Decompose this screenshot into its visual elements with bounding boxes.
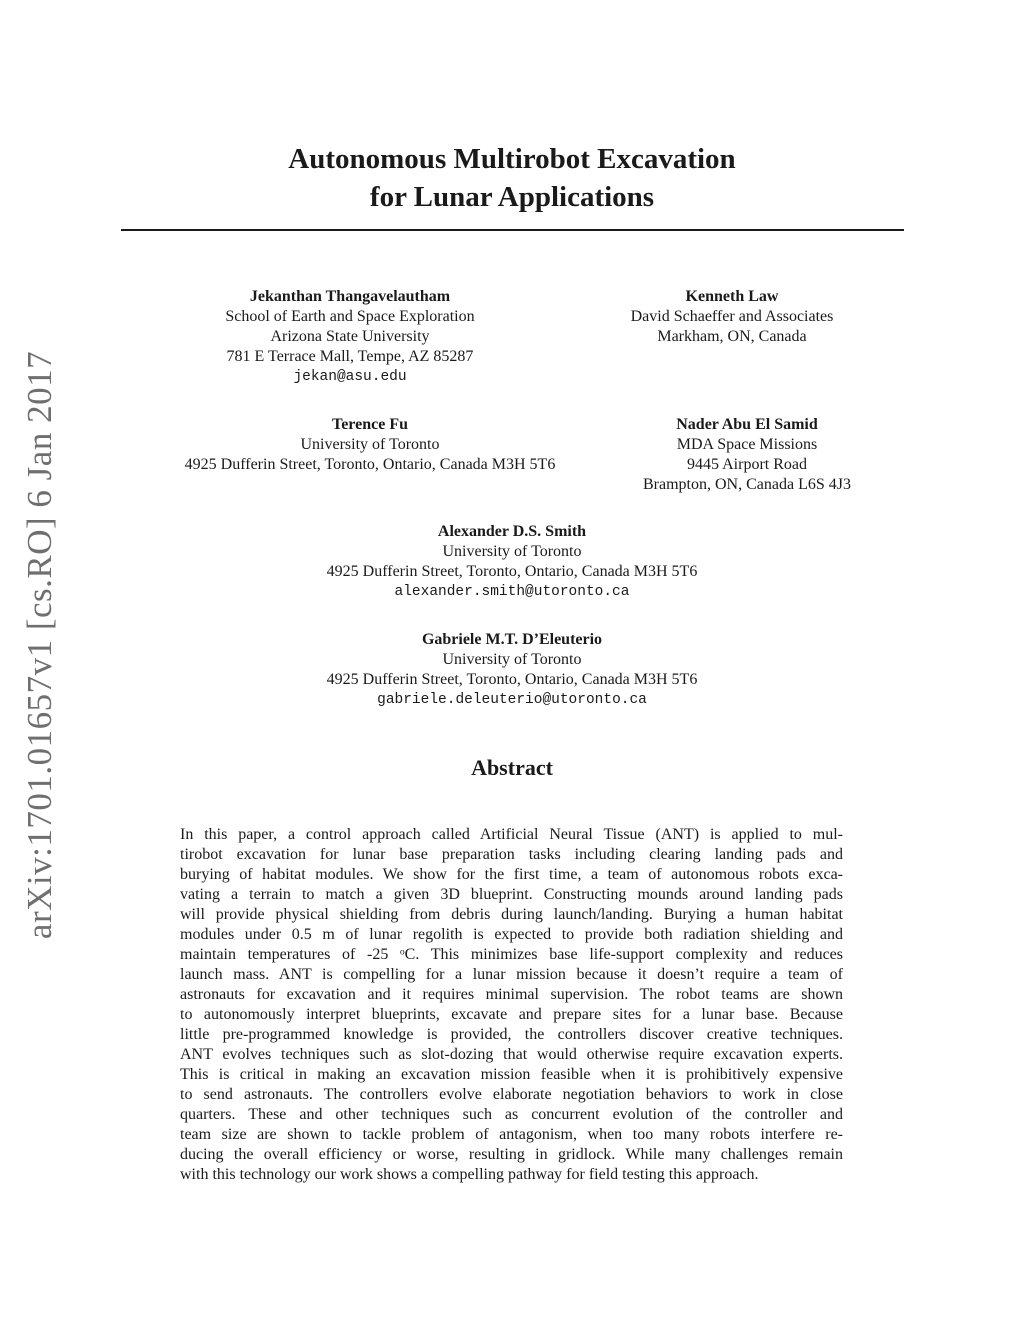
author-block-law — [573, 287, 891, 347]
title-line-2: for Lunar Applications — [369, 181, 655, 213]
author-affiliation: University of Toronto — [442, 651, 582, 668]
paper-title — [0, 140, 1024, 216]
title-line-1: Autonomous Multirobot Excavation — [288, 143, 736, 175]
abstract-line: little pre-programmed knowledge is provided, the controllers discover creative techniques. — [180, 1026, 843, 1043]
author-affiliation: School of Earth and Space Exploration — [225, 308, 475, 325]
author-name: Nader Abu El Samid — [676, 416, 818, 433]
abstract-line: astronauts for excavation and it requires minimal supervision. The robot teams are shown — [180, 986, 843, 1003]
abstract-line: ANT evolves techniques such as slot-dozing that would otherwise require excavation experts. — [180, 1046, 843, 1063]
author-email[interactable]: alexander.smith@utoronto.ca — [394, 584, 630, 600]
abstract-line: modules under 0.5 m of lunar regolith is expected to provide both radiation shielding and — [180, 926, 843, 943]
abstract-line: to autonomously interpret blueprints, excavate and prepare sites for a lunar base. Because — [180, 1006, 843, 1023]
abstract-line: vating a terrain to match a given 3D blueprint. Constructing mounds around landing pads — [180, 886, 843, 903]
author-affiliation: University of Toronto — [442, 543, 582, 560]
abstract-line: tirobot excavation for lunar base preparation tasks including clearing landing pads and — [180, 846, 843, 863]
abstract-line: launch mass. ANT is compelling for a lunar mission because it doesn’t require a team of — [180, 966, 843, 983]
abstract-line: burying of habitat modules. We show for the first time, a team of autonomous robots exca- — [180, 866, 843, 883]
abstract-line: This is critical in making an excavation mission feasible when it is prohibitively expensive — [180, 1066, 843, 1083]
author-name: Terence Fu — [332, 416, 408, 433]
title-rule — [121, 229, 904, 231]
author-name: Kenneth Law — [685, 288, 779, 305]
author-email[interactable]: jekan@asu.edu — [293, 369, 407, 385]
author-affiliation: Arizona State University — [270, 328, 430, 345]
author-address: 9445 Airport Road — [687, 456, 807, 473]
abstract-line: with this technology our work shows a compelling pathway for field testing this approach. — [180, 1166, 759, 1183]
arxiv-identifier: arXiv:1701.01657v1 [cs.RO] 6 Jan 2017 — [20, 350, 59, 940]
author-address: Brampton, ON, Canada L6S 4J3 — [643, 476, 851, 493]
author-email[interactable]: gabriele.deleuterio@utoronto.ca — [377, 692, 647, 708]
author-block-deleuterio — [262, 630, 762, 710]
abstract-body — [180, 825, 843, 1185]
abstract-line: team size are shown to tackle problem of antagonism, when too many robots interfere re- — [180, 1126, 843, 1143]
author-block-thangavelautham — [200, 287, 500, 387]
abstract-line: quarters. These and other techniques such as concurrent evolution of the controller and — [180, 1106, 843, 1123]
abstract-line: will provide physical shielding from debris during launch/landing. Burying a human habitat — [180, 906, 843, 923]
author-address: 4925 Dufferin Street, Toronto, Ontario, Canada M3H 5T6 — [326, 671, 698, 688]
author-affiliation: MDA Space Missions — [676, 436, 818, 453]
author-address: 4925 Dufferin Street, Toronto, Ontario, Canada M3H 5T6 — [326, 563, 698, 580]
author-name: Alexander D.S. Smith — [437, 523, 587, 540]
author-address: 781 E Terrace Mall, Tempe, AZ 85287 — [226, 348, 474, 365]
abstract-line: In this paper, a control approach called Artificial Neural Tissue (ANT) is applied to mul- — [180, 826, 843, 843]
abstract-line: to send astronauts. The controllers evolve elaborate negotiation behaviors to work in close — [180, 1086, 843, 1103]
author-address: Markham, ON, Canada — [657, 328, 807, 345]
abstract-heading: Abstract — [471, 755, 553, 780]
author-block-fu — [130, 415, 610, 475]
author-block-smith — [262, 522, 762, 602]
author-name: Gabriele M.T. D’Eleuterio — [421, 631, 603, 648]
abstract-line: ducing the overall efficiency or worse, resulting in gridlock. While many challenges remain — [180, 1146, 843, 1163]
author-affiliation: David Schaeffer and Associates — [630, 308, 834, 325]
author-affiliation: University of Toronto — [300, 436, 440, 453]
abstract-line: maintain temperatures of -25 ᵒC. This minimizes base life-support complexity and reduces — [180, 946, 843, 963]
author-block-abu-el-samid — [597, 415, 897, 495]
author-address: 4925 Dufferin Street, Toronto, Ontario, Canada M3H 5T6 — [184, 456, 556, 473]
author-name: Jekanthan Thangavelautham — [249, 288, 451, 305]
